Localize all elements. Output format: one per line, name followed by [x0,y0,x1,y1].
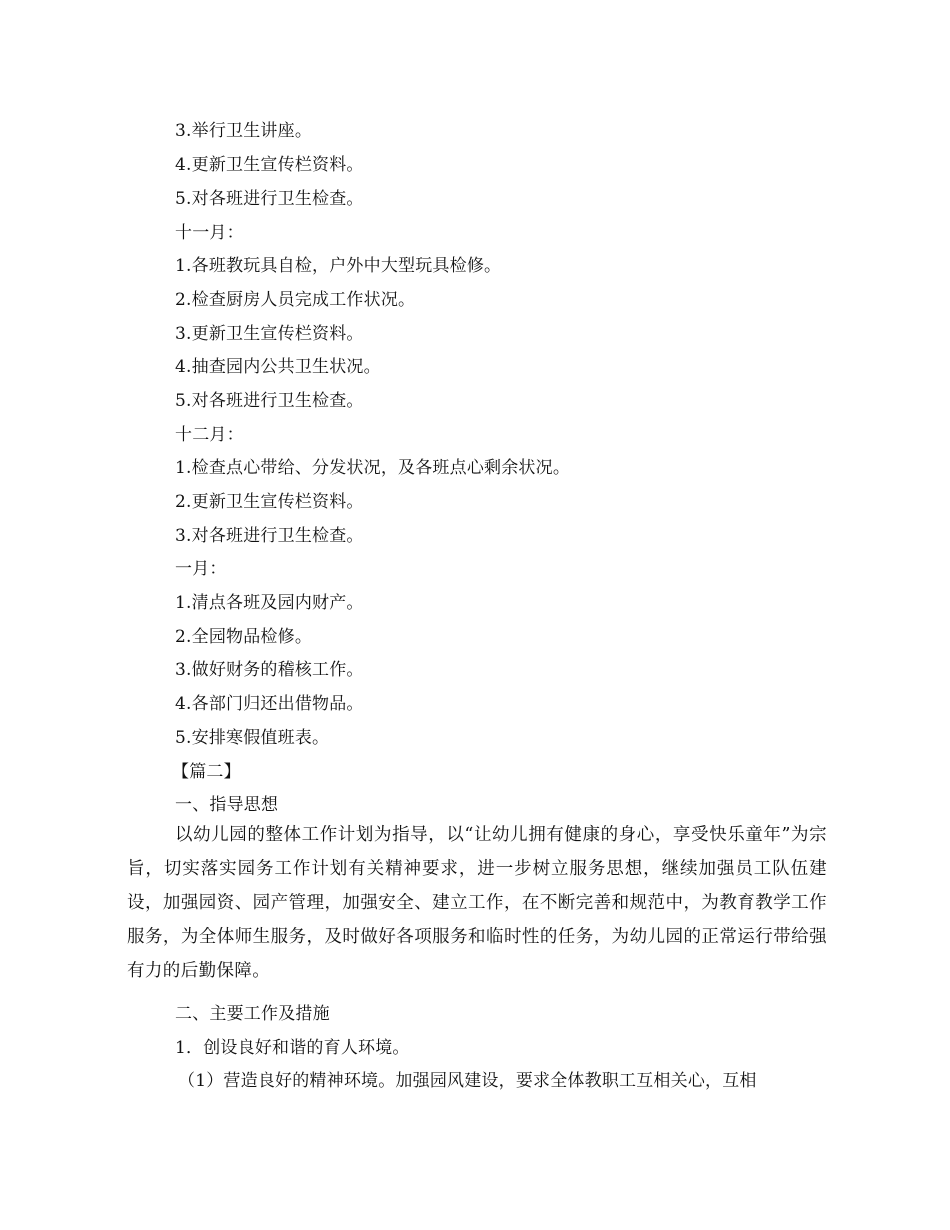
text-line: （1）营造良好的精神环境。加强园风建设，要求全体教职工互相关心，互相 [178,1071,757,1091]
text-line: 1．创设良好和谐的育人环境。 [175,1038,410,1058]
text-line: 1.清点各班及园内财产。 [175,593,364,613]
text-line: 2.检查厨房人员完成工作状况。 [175,290,416,310]
text-line: 4.抽查园内公共卫生状况。 [175,357,381,377]
text-line: 1.各班教玩具自检，户外中大型玩具检修。 [175,256,502,276]
section-heading: 二、主要工作及措施 [175,1004,330,1024]
section-heading: 一、指导思想 [175,795,279,815]
text-line: 5.安排寒假值班表。 [175,728,330,748]
text-line: 2.更新卫生宣传栏资料。 [175,492,364,512]
text-line: 3.举行卫生讲座。 [175,121,313,141]
text-line: 5.对各班进行卫生检查。 [175,391,364,411]
text-line: 3.更新卫生宣传栏资料。 [175,324,364,344]
section-heading: 一月： [175,559,227,579]
text-line: 1.检查点心带给、分发状况，及各班点心剩余状况。 [175,458,571,478]
text-line: 3.做好财务的稽核工作。 [175,660,364,680]
text-line: 5.对各班进行卫生检查。 [175,189,364,209]
section-heading: 十二月： [175,425,244,445]
text-line: 2.全园物品检修。 [175,627,313,647]
chapter-heading: 【篇二】 [172,762,241,782]
section-heading: 十一月： [175,223,244,243]
body-paragraph: 以幼儿园的整体工作计划为指导，以“让幼儿拥有健康的身心，享受快乐童年”为宗旨，切实落实园务工作计划有关精神要求，进一步树立服务思想，继续加强员工队伍建设，加强园资、园产管理，加强安全、建立工作，在不断完善和规范中，为教育教学工作服务，为全体师生服务，及时做好各项服务和临时性的任务，为幼儿园的正常运行带给强有力的后勤保障。 [127,825,827,981]
text-line: 4.更新卫生宣传栏资料。 [175,155,364,175]
text-line: 3.对各班进行卫生检查。 [175,526,364,546]
text-line: 4.各部门归还出借物品。 [175,694,364,714]
